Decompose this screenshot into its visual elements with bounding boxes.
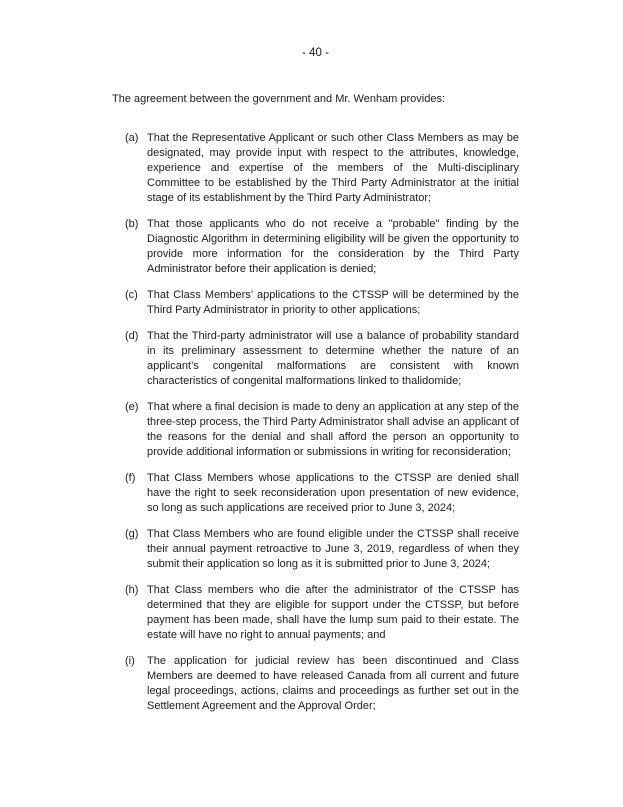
clause-item-f bbox=[125, 471, 519, 516]
clause-text: That Class Members who are found eligible under the CTSSP shall receive their annual payment retroactive to June 3, 2019, regardless of when they submit their application so long as it is submitted prior to June 3, 2024; bbox=[147, 528, 519, 570]
clause-item-e bbox=[125, 400, 519, 460]
clause-label: (d) bbox=[125, 330, 139, 342]
clause-item-h bbox=[125, 583, 519, 643]
clause-label: (h) bbox=[125, 584, 139, 596]
clause-label: (a) bbox=[125, 132, 139, 144]
clause-text: That Class Members whose applications to the CTSSP are denied shall have the right to seek reconsideration upon presentation of new evidence, so long as such applications are received prior to June 3, 2024; bbox=[147, 472, 519, 514]
clause-text: The application for judicial review has been discontinued and Class Members are deemed to have released Canada from all current and future legal proceedings, actions, claims and proceedings as further set out in the Settlement Agreement and the Approval Order; bbox=[147, 655, 519, 712]
clause-item-b bbox=[125, 217, 519, 277]
clause-text: That where a final decision is made to deny an application at any step of the three-step process, the Third Party Administrator shall advise an applicant of the reasons for the denial and shall afford the person an opportunity to provide additional information or submissions in writing for reconsideration; bbox=[147, 401, 519, 458]
page-number: - 40 - bbox=[302, 47, 329, 59]
clause-item-a bbox=[125, 131, 519, 206]
clause-label: (f) bbox=[125, 472, 136, 484]
clause-text: That the Third-party administrator will use a balance of probability standard in its preliminary assessment to determine whether the nature of an applicant’s congenital malformations are consistent with known characteristics of congenital malformations linked to thalidomide; bbox=[147, 330, 519, 387]
clause-label: (g) bbox=[125, 528, 139, 540]
clause-label: (e) bbox=[125, 401, 139, 413]
clause-label: (c) bbox=[125, 289, 138, 301]
clause-label: (i) bbox=[125, 655, 135, 667]
clause-item-c bbox=[125, 288, 519, 318]
clause-item-i bbox=[125, 654, 519, 714]
clause-item-d bbox=[125, 329, 519, 389]
intro-paragraph: The agreement between the government and Mr. Wenham provides: bbox=[112, 93, 446, 105]
clause-text: That the Representative Applicant or such other Class Members as may be designated, may provide input with respect to the attributes, knowledge, experience and expertise of the members of the Multi-disciplinary Committee to be established by the Third Party Administrator at the initial stage of its establishment by the Third Party Administrator; bbox=[147, 132, 519, 204]
clause-list bbox=[112, 131, 519, 714]
clause-text: That Class members who die after the administrator of the CTSSP has determined that they are eligible for support under the CTSSP, but before payment has been made, shall have the lump sum paid to their estate. The estate will have no right to annual payments; and bbox=[147, 584, 519, 641]
clause-label: (b) bbox=[125, 218, 139, 230]
clause-text: That those applicants who do not receive a "probable" finding by the Diagnostic Algorithm in determining eligibility will be given the opportunity to provide more information for the consideration by the Third Party Administrator before their application is denied; bbox=[147, 218, 519, 275]
clause-item-g bbox=[125, 527, 519, 572]
clause-text: That Class Members’ applications to the CTSSP will be determined by the Third Party Administrator in priority to other applications; bbox=[147, 289, 519, 316]
